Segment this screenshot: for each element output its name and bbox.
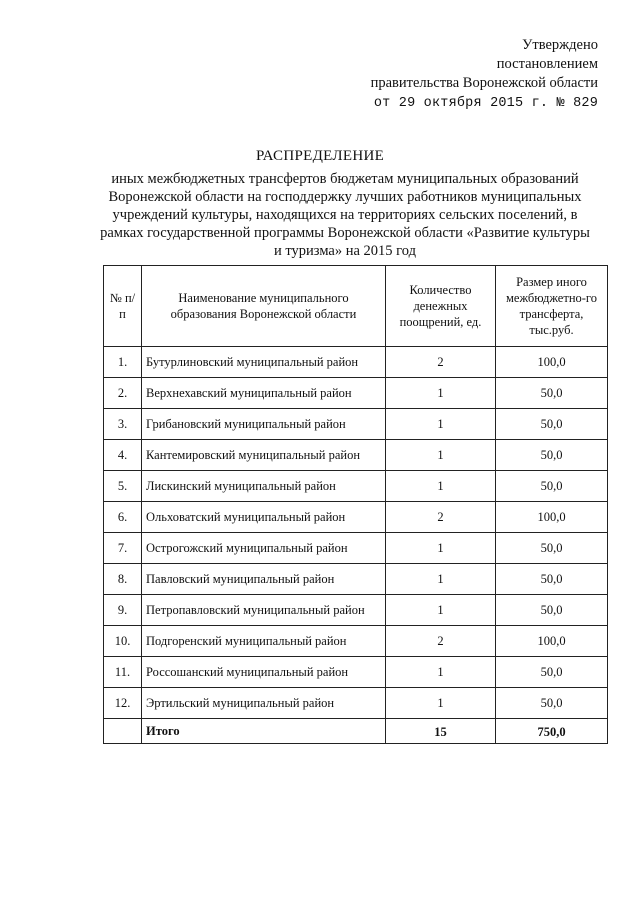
table-row: [104, 471, 608, 502]
row-amount: 100,0: [496, 347, 608, 378]
row-number: 7.: [104, 533, 142, 564]
row-municipality: Россошанский муниципальный район: [142, 657, 386, 688]
approval-line-3: правительства Воронежской области: [370, 75, 598, 91]
table-row: [104, 409, 608, 440]
approval-date-line: от 29 октября 2015 г. № 829: [373, 96, 598, 111]
row-amount: 50,0: [496, 564, 608, 595]
table-row: [104, 347, 608, 378]
row-amount: 50,0: [496, 378, 608, 409]
row-number: 8.: [104, 564, 142, 595]
table-row: [104, 440, 608, 471]
row-quantity: 1: [386, 595, 496, 626]
table-row: [104, 657, 608, 688]
row-municipality: Подгоренский муниципальный район: [142, 626, 386, 657]
row-quantity: 1: [386, 688, 496, 719]
header-quantity: Количество денежных поощрений, ед.: [386, 266, 496, 347]
row-number: 3.: [104, 409, 142, 440]
row-quantity: 2: [386, 347, 496, 378]
total-quantity: 15: [386, 719, 496, 744]
header-number: № п/п: [104, 266, 142, 347]
total-label: Итого: [142, 719, 386, 744]
row-quantity: 1: [386, 409, 496, 440]
row-number: 12.: [104, 688, 142, 719]
row-amount: 50,0: [496, 471, 608, 502]
table-row: [104, 533, 608, 564]
row-quantity: 1: [386, 533, 496, 564]
row-amount: 100,0: [496, 626, 608, 657]
row-municipality: Павловский муниципальный район: [142, 564, 386, 595]
table-header-row: [104, 266, 608, 347]
document-subtitle: иных межбюджетных трансфертов бюджетам муниципальных образований Воронежской области на господдержку лучших работников муниципальных учреждений культуры, находящихся на территориях сельских поселений, в рамках государственной программы Воронежской области «Развитие культуры и туризма» на 2015 год: [100, 171, 590, 259]
table-row: [104, 595, 608, 626]
row-number: 1.: [104, 347, 142, 378]
approval-block: [371, 36, 598, 113]
row-quantity: 1: [386, 378, 496, 409]
row-quantity: 1: [386, 657, 496, 688]
total-number-cell: [104, 719, 142, 744]
table-row: [104, 564, 608, 595]
row-amount: 50,0: [496, 533, 608, 564]
row-number: 11.: [104, 657, 142, 688]
row-amount: 50,0: [496, 440, 608, 471]
row-quantity: 2: [386, 502, 496, 533]
header-amount: Размер иного межбюджетно-го трансферта, тыс.руб.: [496, 266, 608, 347]
row-municipality: Кантемировский муниципальный район: [142, 440, 386, 471]
row-amount: 50,0: [496, 657, 608, 688]
row-municipality: Бутурлиновский муниципальный район: [142, 347, 386, 378]
row-municipality: Острогожский муниципальный район: [142, 533, 386, 564]
row-amount: 50,0: [496, 409, 608, 440]
row-municipality: Верхнехавский муниципальный район: [142, 378, 386, 409]
table-row: [104, 378, 608, 409]
row-quantity: 1: [386, 471, 496, 502]
row-municipality: Петропавловский муниципальный район: [142, 595, 386, 626]
row-amount: 50,0: [496, 595, 608, 626]
table-row: [104, 688, 608, 719]
row-quantity: 2: [386, 626, 496, 657]
row-amount: 100,0: [496, 502, 608, 533]
distribution-table: [103, 265, 608, 744]
row-number: 4.: [104, 440, 142, 471]
table-row: [104, 502, 608, 533]
row-number: 2.: [104, 378, 142, 409]
row-quantity: 1: [386, 440, 496, 471]
total-amount: 750,0: [496, 719, 608, 744]
approval-line-1: Утверждено: [522, 37, 598, 53]
header-municipality: Наименование муниципального образования Воронежской области: [142, 266, 386, 347]
row-municipality: Ольховатский муниципальный район: [142, 502, 386, 533]
document-title: РАСПРЕДЕЛЕНИЕ: [255, 148, 385, 164]
row-municipality: Грибановский муниципальный район: [142, 409, 386, 440]
row-amount: 50,0: [496, 688, 608, 719]
row-municipality: Лискинский муниципальный район: [142, 471, 386, 502]
row-number: 9.: [104, 595, 142, 626]
row-number: 5.: [104, 471, 142, 502]
row-municipality: Эртильский муниципальный район: [142, 688, 386, 719]
row-number: 10.: [104, 626, 142, 657]
table-row: [104, 626, 608, 657]
table-total-row: [104, 719, 608, 744]
approval-line-2: постановлением: [496, 56, 598, 72]
row-number: 6.: [104, 502, 142, 533]
row-quantity: 1: [386, 564, 496, 595]
